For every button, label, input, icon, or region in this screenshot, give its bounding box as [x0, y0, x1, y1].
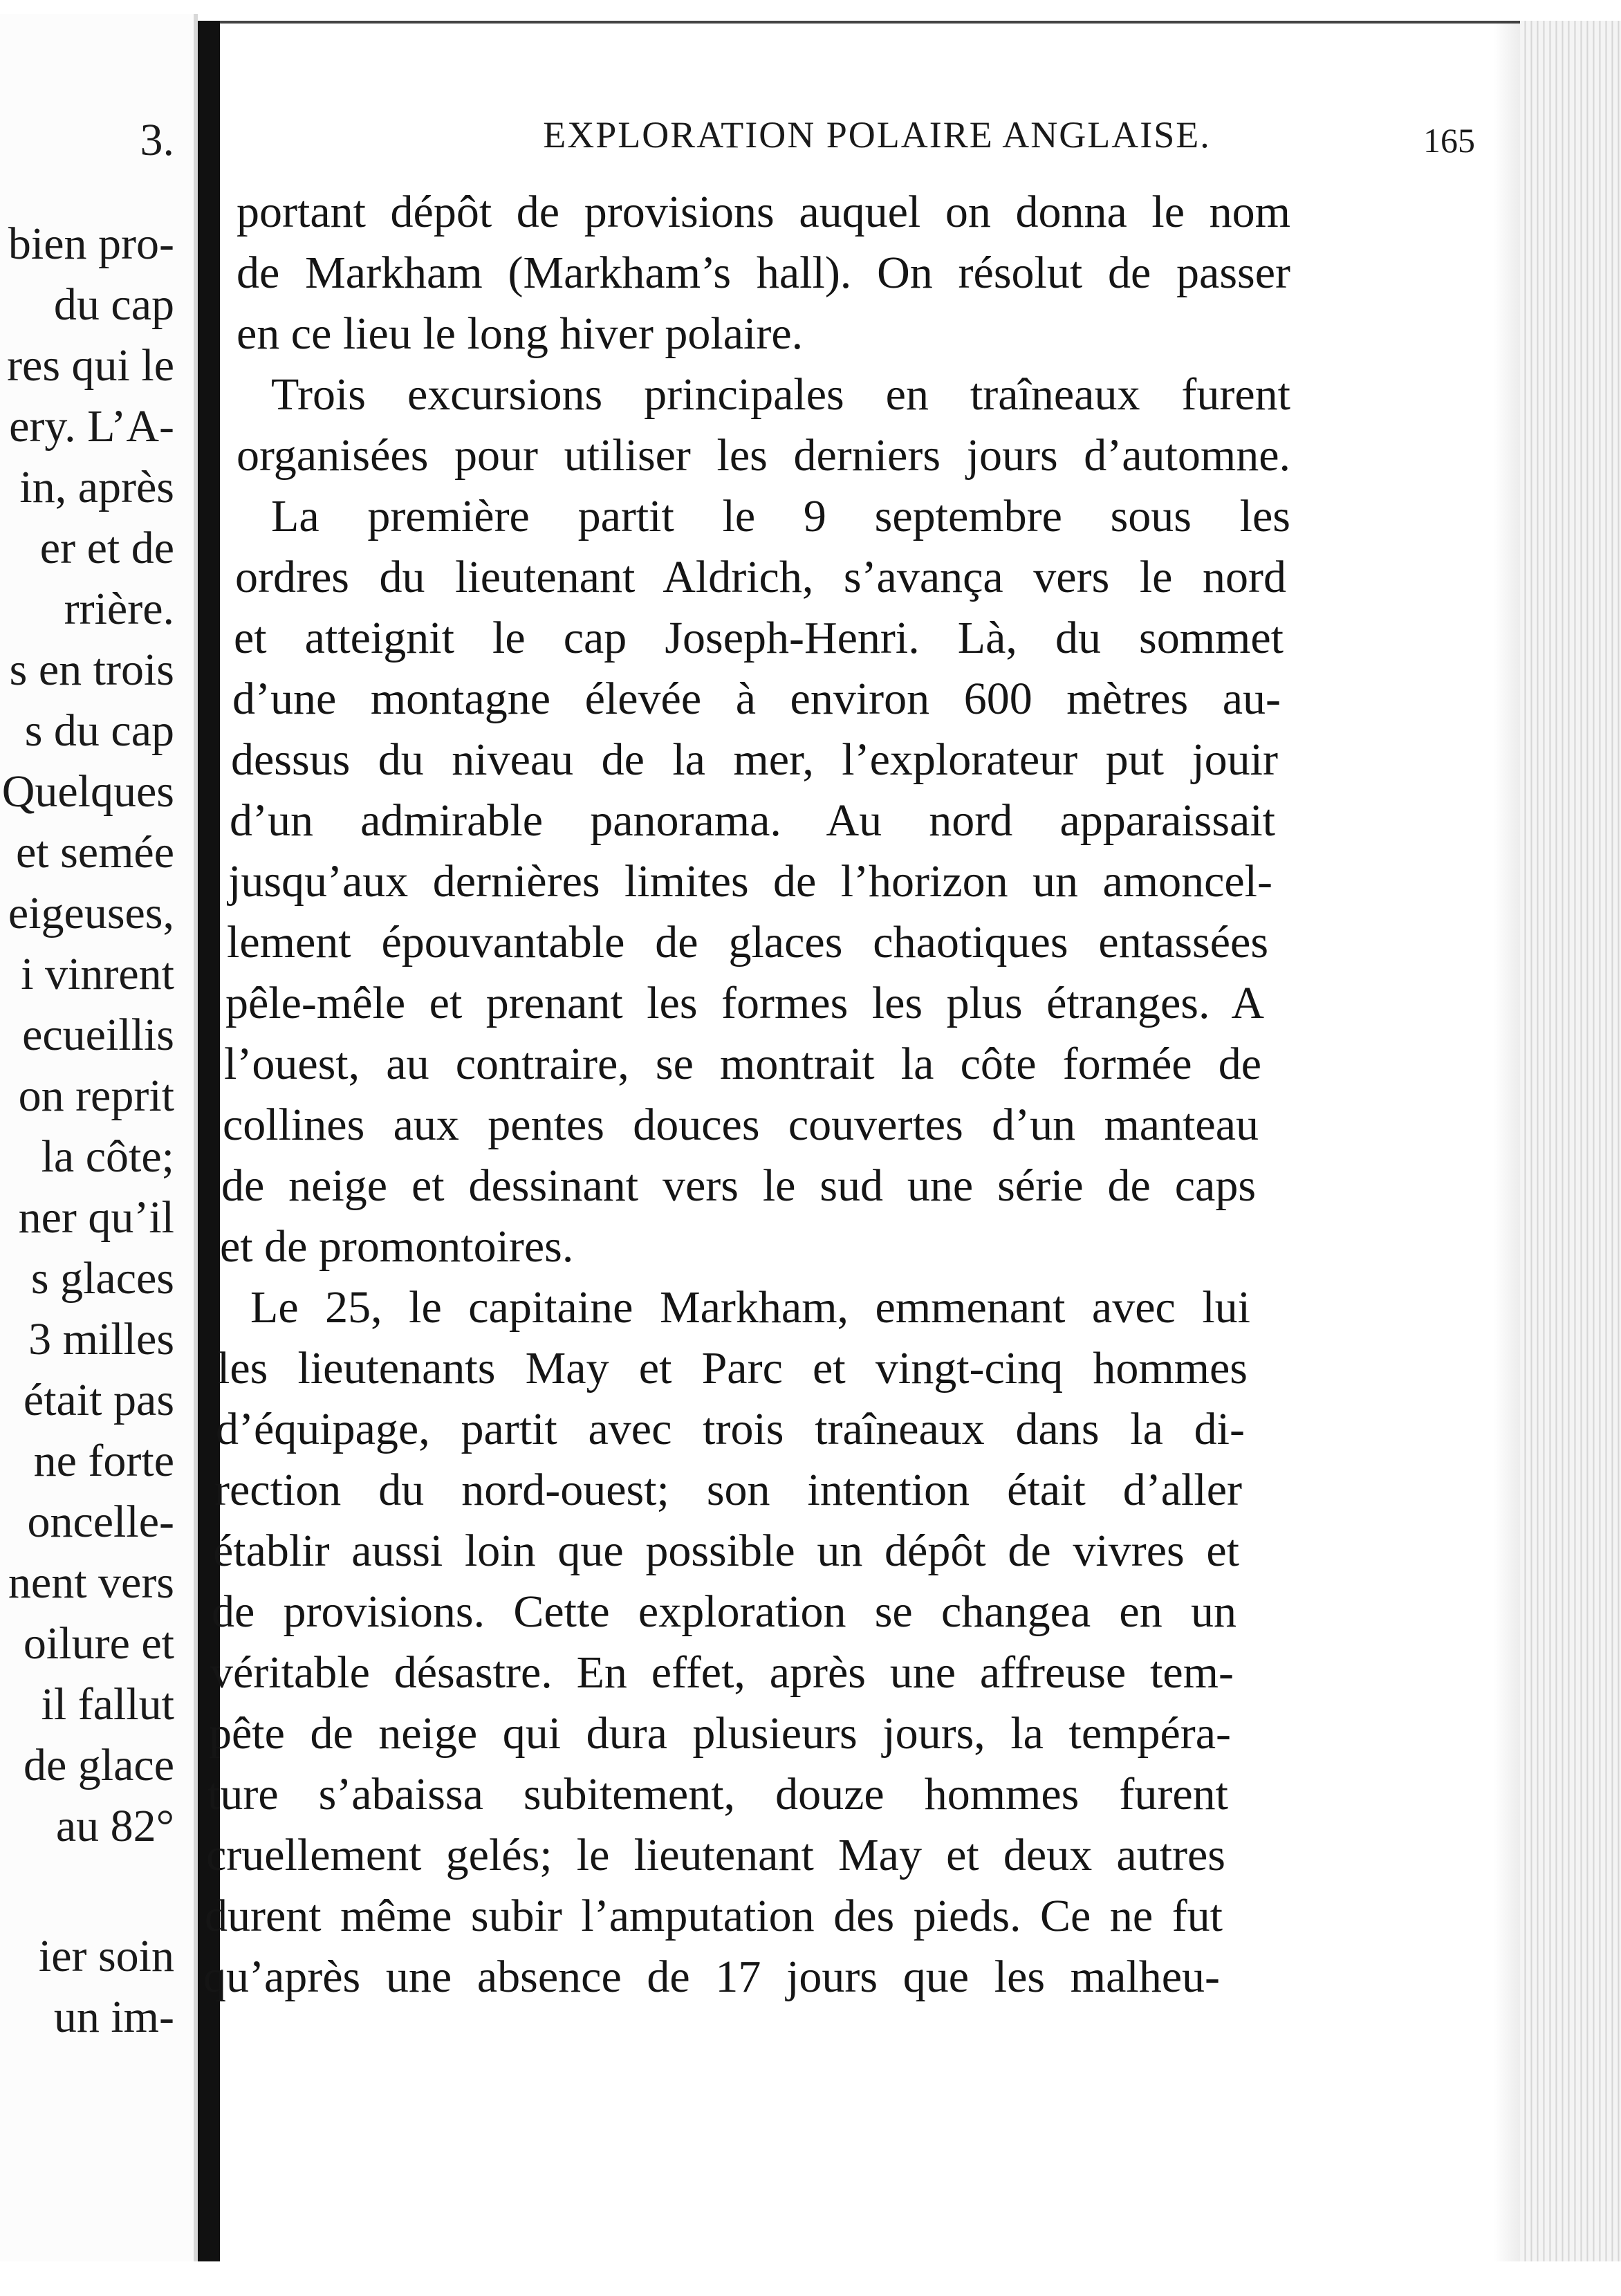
- text-line: ordres du lieutenant Aldrich, s’avança vers le nord: [235, 552, 1286, 602]
- left-page-fragment: ner qu’il: [18, 1192, 174, 1243]
- left-page-fragment: nent vers: [8, 1557, 174, 1608]
- text-line: jusqu’aux dernières limites de l’horizon un amoncel-: [228, 856, 1272, 907]
- left-facing-page: [0, 14, 198, 2261]
- main-page: [203, 21, 1520, 2257]
- left-page-fragment: un im-: [53, 1992, 174, 2042]
- text-line: de neige et dessinant vers le sud une série de caps: [221, 1160, 1256, 1211]
- text-line: Le 25, le capitaine Markham, emmenant avec lui: [250, 1282, 1250, 1333]
- left-page-fragment: s du cap: [24, 705, 174, 756]
- left-page-fragment: ne forte: [33, 1436, 174, 1486]
- left-page-fragment: i vinrent: [21, 949, 174, 999]
- text-line: l’ouest, au contraire, se montrait la côte formée de: [224, 1039, 1261, 1089]
- left-page-fragment: et semée: [15, 827, 174, 878]
- page-edge-stack: [1520, 21, 1621, 2268]
- left-page-fragment: rrière.: [64, 584, 174, 634]
- left-page-fragment: il fallut: [41, 1679, 174, 1730]
- left-page-fragment: er et de: [39, 523, 174, 573]
- page-shadow: [1494, 21, 1521, 2268]
- text-line: Trois excursions principales en traîneaux furent: [271, 369, 1290, 420]
- left-page-fragment: eigeuses,: [8, 888, 174, 938]
- text-line: les lieutenants May et Parc et vingt-cinq hommes: [217, 1343, 1248, 1394]
- text-line: et de promontoires.: [220, 1221, 574, 1272]
- left-page-fragment: au 82°: [55, 1801, 174, 1851]
- text-line: qu’après une absence de 17 jours que les malheu-: [203, 1952, 1220, 2002]
- text-line: établir aussi loin que possible un dépôt de vivres et: [213, 1526, 1239, 1576]
- text-line: ture s’abaissa subitement, douze hommes furent: [207, 1769, 1228, 1820]
- bottom-margin: [0, 2261, 1621, 2296]
- left-page-fragment: 3.: [140, 115, 174, 165]
- text-line: et atteignit le cap Joseph-Henri. Là, du sommet: [234, 613, 1284, 663]
- page-number: 165: [1423, 121, 1475, 160]
- left-page-fragment: res qui le: [7, 340, 174, 391]
- left-page-fragment: bien pro-: [8, 219, 174, 269]
- text-line: La première partit le 9 septembre sous les: [271, 491, 1290, 541]
- text-line: de Markham (Markham’s hall). On résolut de passer: [237, 248, 1290, 298]
- text-line: d’une montagne élevée à environ 600 mètres au-: [232, 674, 1281, 724]
- text-line: véritable désastre. En effet, après une affreuse tem-: [210, 1647, 1234, 1698]
- left-page-fragment: s en trois: [9, 645, 174, 695]
- text-line: pête de neige qui dura plusieurs jours, la tempéra-: [209, 1708, 1231, 1759]
- left-page-fragment: in, après: [19, 462, 174, 512]
- left-page-fragment: ier soin: [38, 1931, 174, 1981]
- text-line: pêle-mêle et prenant les formes les plus étranges. A: [225, 978, 1264, 1028]
- text-line: collines aux pentes douces couvertes d’un manteau: [223, 1100, 1259, 1150]
- text-line: en ce lieu le long hiver polaire.: [237, 308, 804, 359]
- text-line: lement épouvantable de glaces chaotiques entassées: [227, 917, 1268, 968]
- text-line: d’équipage, partit avec trois traîneaux dans la di-: [216, 1404, 1245, 1454]
- left-page-fragment: ery. L’A-: [9, 401, 174, 452]
- left-page-fragment: de glace: [23, 1740, 174, 1790]
- body-text: [203, 24, 1520, 2237]
- left-page-fragment: on reprit: [18, 1071, 174, 1121]
- text-line: dessus du niveau de la mer, l’explorateur put jouir: [231, 734, 1278, 785]
- left-page-fragment: 3 milles: [28, 1314, 174, 1364]
- running-title: EXPLORATION POLAIRE ANGLAISE.: [543, 114, 1211, 156]
- left-page-fragment: du cap: [53, 279, 174, 330]
- left-page-fragment: s glaces: [30, 1253, 174, 1304]
- left-page-fragment: oncelle-: [27, 1497, 174, 1547]
- left-page-fragment: était pas: [23, 1375, 174, 1425]
- left-page-fragment: Quelques: [1, 766, 174, 817]
- text-line: cruellement gelés; le lieutenant May et deux autres: [206, 1830, 1225, 1880]
- left-page-fragment: oilure et: [23, 1618, 174, 1669]
- text-line: de provisions. Cette exploration se changea en un: [212, 1586, 1236, 1637]
- left-page-fragment: la côte;: [41, 1131, 174, 1182]
- text-line: d’un admirable panorama. Au nord apparaissait: [230, 795, 1275, 846]
- text-line: rection du nord-ouest; son intention était d’aller: [214, 1465, 1242, 1515]
- text-line: organisées pour utiliser les derniers jours d’automne.: [237, 430, 1290, 481]
- text-line: portant dépôt de provisions auquel on donna le nom: [237, 187, 1290, 237]
- text-line: durent même subir l’amputation des pieds. Ce ne fut: [205, 1891, 1223, 1941]
- left-page-fragment: ecueillis: [22, 1010, 174, 1060]
